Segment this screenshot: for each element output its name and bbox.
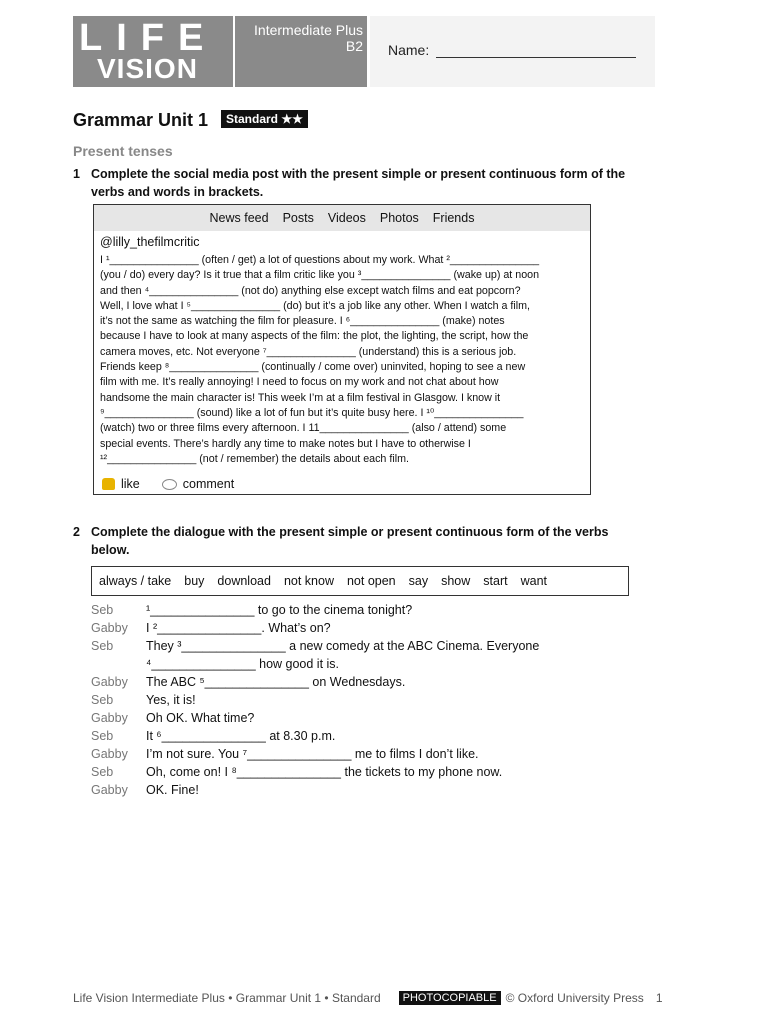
question-2-number: 2 (73, 525, 80, 539)
post-line: ⁹_______________ (sound) like a lot of fun but it’s quite busy here. I ¹⁰_______________ (100, 406, 524, 419)
speaker: Gabby (91, 621, 128, 635)
photocopiable-badge: PHOTOCOPIABLE (399, 991, 501, 1005)
nav-photos[interactable]: Photos (379, 211, 419, 225)
level-badge: Standard ★★ (221, 110, 308, 128)
post-line: ¹²_______________ (not / remember) the details about each film. (100, 452, 409, 465)
post-line: Friends keep ⁸_______________ (continually / come over) uninvited, hoping to see a new (100, 361, 526, 374)
dialogue-line (91, 619, 651, 637)
speech: Oh OK. What time? (146, 711, 255, 725)
speech: I ²_______________. What’s on? (146, 621, 331, 635)
word-item: show (441, 574, 471, 588)
speech: It ⁶_______________ at 8.30 p.m. (146, 729, 336, 743)
speaker: Seb (91, 639, 114, 653)
logo-life: LIFE (79, 17, 218, 59)
speech: ¹_______________ to go to the cinema tonight? (146, 603, 413, 617)
post-nav (94, 205, 590, 231)
section-heading: Present tenses (73, 143, 173, 159)
level-code: B2 (345, 38, 363, 54)
level-label (237, 22, 363, 54)
question-1-number: 1 (73, 167, 80, 181)
post-line: I ¹_______________ (often / get) a lot of questions about my work. What ²_______________ (100, 254, 540, 266)
dialogue-line (91, 601, 651, 619)
post-line: and then ⁴_______________ (not do) anything else except watch films and eat popcorn? (100, 284, 521, 297)
like-label: like (121, 477, 140, 491)
speaker: Seb (91, 693, 114, 707)
dialogue (91, 601, 651, 799)
word-item: say (408, 574, 429, 588)
dialogue-line (91, 655, 651, 673)
speech: Oh, come on! I ⁸_______________ the tickets to my phone now. (146, 765, 503, 779)
logo-banner (73, 16, 367, 87)
dialogue-line (91, 781, 651, 799)
word-item: start (483, 574, 508, 588)
speech: They ³_______________ a new comedy at the ABC Cinema. Everyone (146, 639, 540, 653)
word-box (91, 566, 629, 596)
word-item: want (520, 574, 547, 588)
post-line: (watch) two or three films every afternoon. I 11_______________ (also / attend) some (100, 422, 507, 435)
thumbs-up-icon (102, 478, 115, 490)
nav-videos[interactable]: Videos (327, 211, 366, 225)
speech-bubble-icon (162, 479, 177, 490)
speaker: Seb (91, 603, 114, 617)
post-username: @lilly_thefilmcritic (100, 235, 200, 249)
question-1-text: Complete the social media post with the present simple or present continuous form of the verbs and words in brackets. (91, 167, 626, 199)
word-item: buy (184, 574, 205, 588)
social-media-post (93, 204, 591, 495)
page-number: 1 (655, 991, 663, 1005)
post-actions (102, 477, 234, 491)
dialogue-line (91, 763, 651, 781)
nav-friends[interactable]: Friends (432, 211, 475, 225)
nav-news-feed[interactable]: News feed (209, 211, 269, 225)
speaker: Seb (91, 729, 114, 743)
footer-text: Life Vision Intermediate Plus • Grammar Unit 1 • Standard (73, 991, 381, 1005)
like-button[interactable] (102, 477, 140, 491)
speech: I’m not sure. You ⁷_______________ me to films I don’t like. (146, 747, 479, 761)
speech: ⁴_______________ how good it is. (146, 657, 340, 671)
word-item: not open (346, 574, 396, 588)
dialogue-line (91, 673, 651, 691)
speaker: Gabby (91, 711, 128, 725)
speech: Yes, it is! (146, 693, 196, 707)
logo-vision: VISION (97, 53, 198, 84)
name-field[interactable] (436, 57, 636, 58)
speech: The ABC ⁵_______________ on Wednesdays. (146, 675, 406, 689)
post-line: Well, I love what I ⁵_______________ (do) but it’s a job like any other. When I watch a film, (100, 299, 530, 312)
word-item: not know (283, 574, 334, 588)
name-box (370, 16, 655, 87)
post-body (100, 253, 588, 467)
dialogue-line (91, 637, 651, 655)
speaker: Seb (91, 765, 114, 779)
question-2-text: Complete the dialogue with the present simple or present continuous form of the verbs below. (91, 525, 609, 557)
post-line: because I have to look at many aspects of the film: the plot, the lighting, the script, how the (100, 330, 529, 343)
word-item: always / take (99, 574, 172, 588)
nav-posts[interactable]: Posts (282, 211, 314, 225)
post-line: camera moves, etc. Not everyone ⁷_______________ (understand) this is a serious job. (100, 345, 517, 358)
page-footer (73, 991, 663, 1005)
post-line: film with me. It’s really annoying! I need to focus on my work and not chat about how (100, 376, 499, 389)
dialogue-line (91, 709, 651, 727)
speaker: Gabby (91, 783, 128, 797)
dialogue-line (91, 745, 651, 763)
dialogue-line (91, 691, 651, 709)
logo-divider (233, 16, 235, 87)
page-title: Grammar Unit 1 (73, 110, 209, 130)
post-line: special events. There’s hardly any time to make notes but I have to otherwise I (100, 437, 471, 450)
name-label: Name: (388, 42, 430, 58)
level-name: Intermediate Plus (254, 22, 363, 38)
post-line: handsome the main character is! This week I’m at a film festival in Glasgow. I know it (100, 391, 501, 404)
dialogue-line (91, 727, 651, 745)
speaker: Gabby (91, 747, 128, 761)
comment-label: comment (182, 477, 235, 491)
post-line: (you / do) every day? Is it true that a film critic like you ³_______________ (wake up) at noon (100, 269, 540, 282)
speech: OK. Fine! (146, 783, 199, 797)
comment-button[interactable] (162, 477, 234, 491)
word-item: download (217, 574, 271, 588)
copyright: © Oxford University Press (505, 991, 644, 1005)
speaker: Gabby (91, 675, 128, 689)
post-line: it’s not the same as watching the film for pleasure. I ⁶_______________ (make) notes (100, 315, 505, 328)
